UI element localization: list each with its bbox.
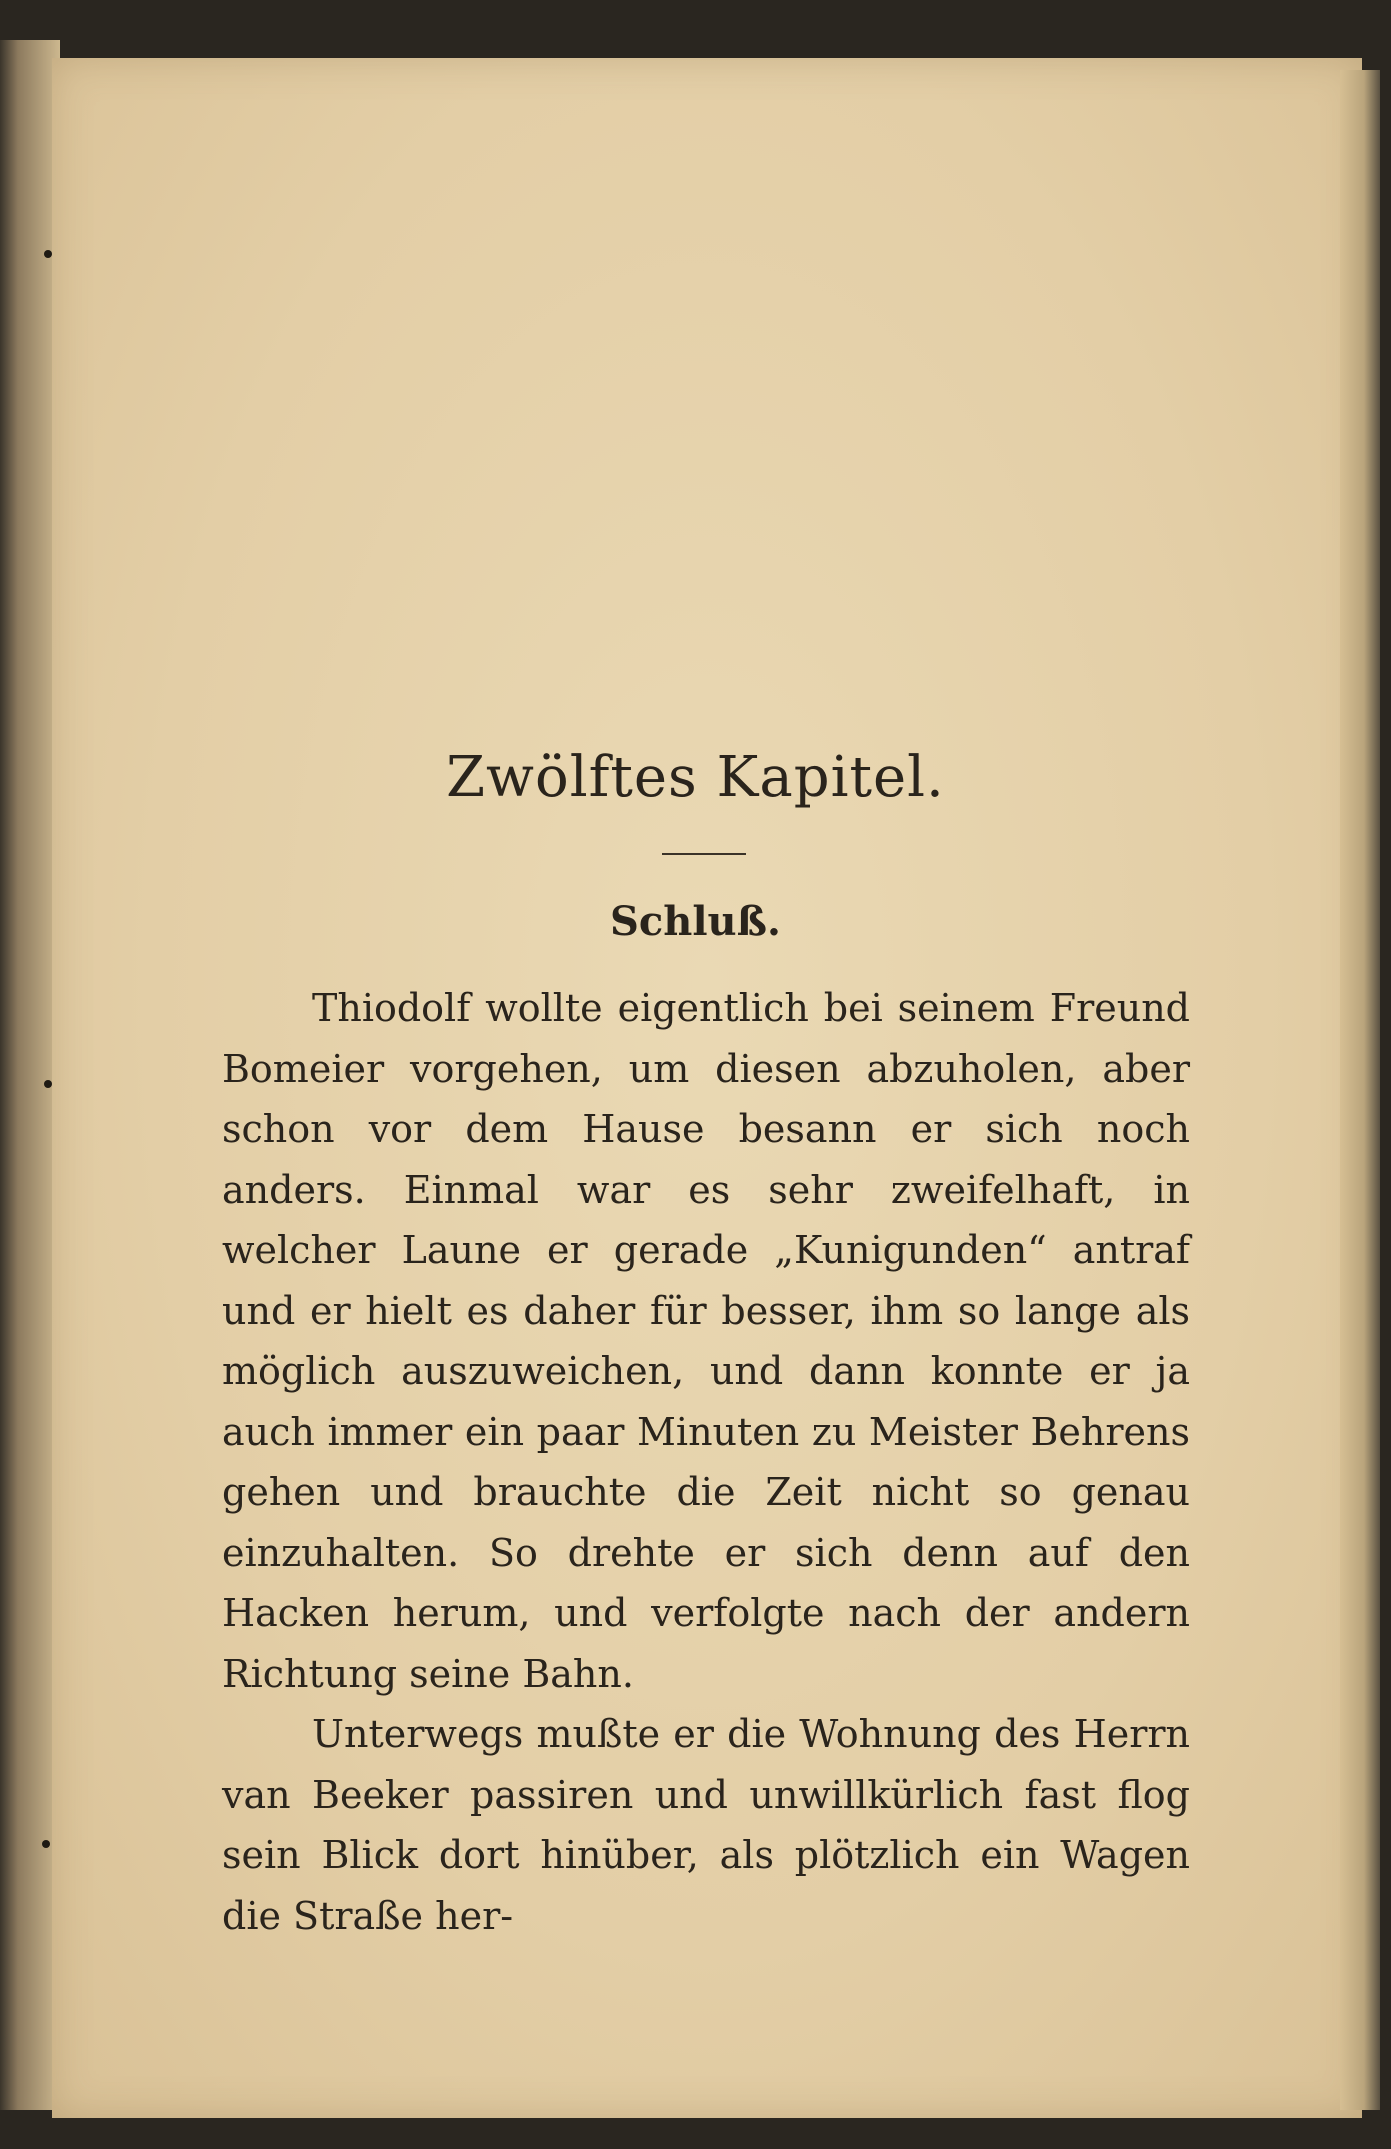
paragraph: Unterwegs mußte er die Wohnung des Herrn van Beeker passiren und unwillkürlich fast flog sein Blick dort hinüber, als plötzlich ein Wagen die Straße her- — [222, 1712, 1190, 1938]
body-text — [222, 978, 1190, 1946]
chapter-title: Zwölftes Kapitel. — [446, 745, 945, 810]
title-divider — [662, 853, 746, 855]
book-spine-edge — [0, 40, 60, 2110]
paragraph: Thiodolf wollte eigentlich bei seinem Freund Bomeier vorgehen, um diesen abzuholen, aber schon vor dem Hause besann er sich noch anders. Einmal war es sehr zweifelhaft, in welcher Laune er gerade „Kunigunden“ antraf und er hielt es daher für besser, ihm so lange als möglich auszuweichen, und dann konnte er ja auch immer ein paar Minuten zu Meister Behrens gehen und brauchte die Zeit nicht so genau einzuhalten. So drehte er sich denn auf den Hacken herum, und verfolgte nach der andern Richtung seine Bahn. — [222, 986, 1190, 1696]
page-fore-edge — [1340, 70, 1380, 2110]
chapter-subtitle: Schluß. — [610, 898, 781, 945]
binding-mark — [44, 250, 52, 258]
binding-mark — [42, 1840, 50, 1848]
binding-mark — [44, 1080, 52, 1088]
